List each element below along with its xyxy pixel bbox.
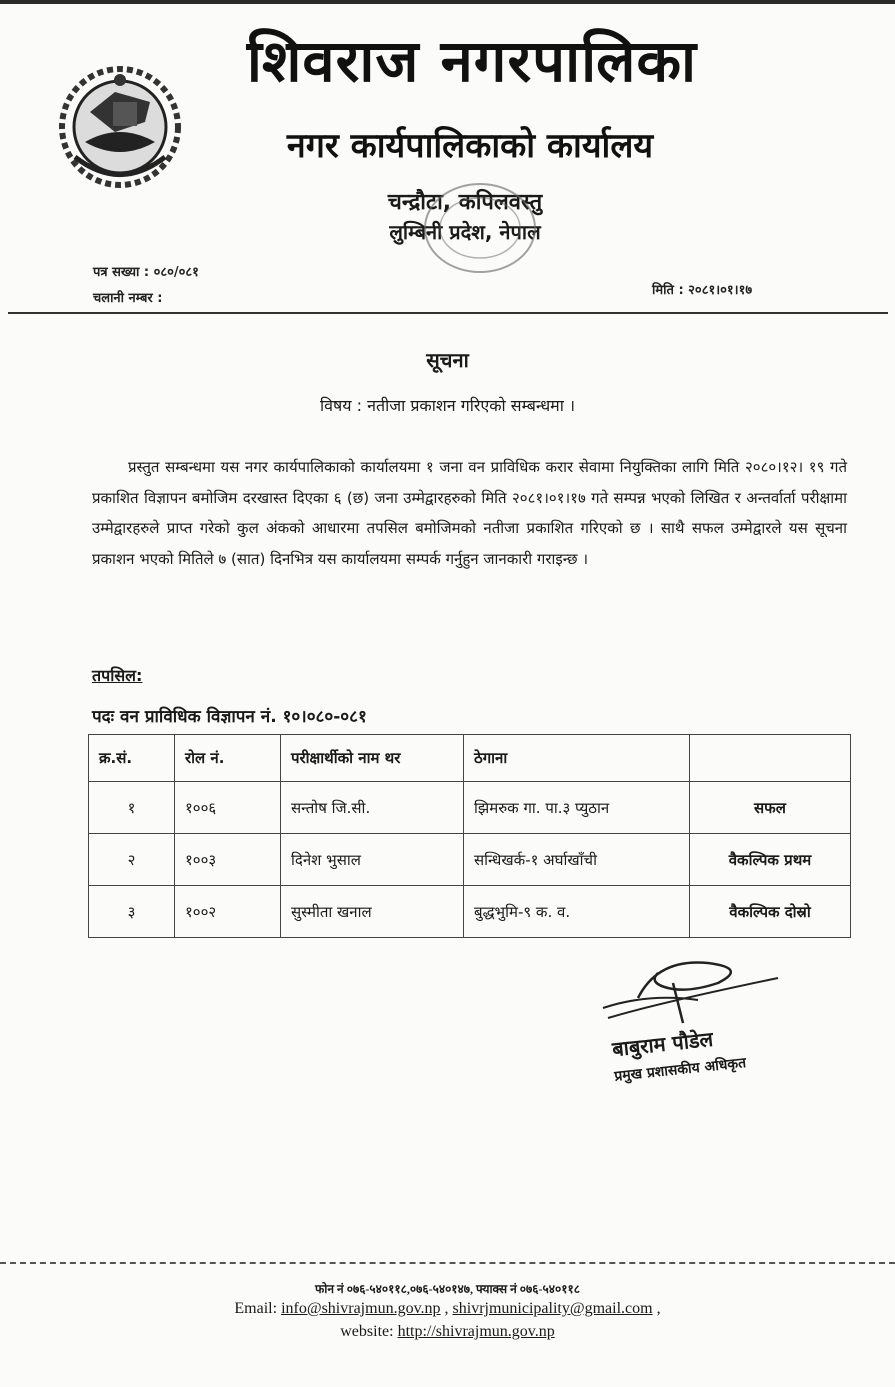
name-cell: दिनेश भुसाल	[281, 834, 464, 886]
footer-phone: फोन नं ०७६-५४०११८,०७६-५४०१४७, फ्याक्स नं ०७६-५४०११८	[315, 1282, 580, 1296]
result-cell: वैकल्पिक प्रथम	[690, 834, 851, 886]
top-border	[0, 0, 895, 4]
table-row	[89, 782, 851, 834]
column-header: ठेगाना	[464, 735, 690, 782]
name-cell: सुस्मीता खनाल	[281, 886, 464, 938]
address-cell: बुद्धभुमि-९ क. व.	[464, 886, 690, 938]
serial-cell: १	[89, 782, 175, 834]
signatory-title: प्रमुख प्रशासकीय अधिकृत	[613, 1055, 747, 1085]
address-line-2: लुम्बिनी प्रदेश, नेपाल	[389, 220, 541, 244]
notice-body: प्रस्तुत सम्बन्धमा यस नगर कार्यपालिकाको कार्यालयमा १ जना वन प्राविधिक करार सेवामा नियुक्तिका लागि मिति २०८०।१२। १९ गते प्रकाशित विज्ञापन बमोजिम दरखास्त दिएका ६ (छ) जना उम्मेद्वारहरुको मिति २०८१।०१।१७ गते सम्पन्न भएको लिखित र अन्तर्वार्ता परीक्षामा उम्मेद्वारहरुले प्राप्त गरेको कुल अंकको आधारमा तपसिल बमोजिमको नतीजा प्रकाशित गरिएको छ । साथै सफल उम्मेद्वारले यस सूचना प्रकाशन भएको मितिले ७ (सात) दिनभित्र यस कार्यालयमा सम्पर्क गर्नुहुन जानकारी गराइन्छ ।	[92, 458, 847, 568]
dispatch-number: चलानी नम्बर :	[93, 291, 163, 306]
post-advertisement-line: पदः वन प्राविधिक विज्ञापन नं. १०।०८०-०८१	[92, 707, 367, 727]
email-label: Email:	[234, 1300, 278, 1317]
table-row	[89, 834, 851, 886]
serial-cell: ३	[89, 886, 175, 938]
office-name: नगर कार्यपालिकाको कार्यालय	[286, 126, 654, 166]
government-emblem-icon	[55, 62, 185, 192]
table-header-row	[89, 735, 851, 782]
office-stamp	[420, 178, 540, 278]
letter-date: मिति : २०८१।०१।१७	[652, 283, 753, 298]
address-cell: झिमरुक गा. पा.३ प्युठान	[464, 782, 690, 834]
address-cell: सन्धिखर्क-१ अर्घाखाँची	[464, 834, 690, 886]
column-header: परीक्षार्थीको नाम थर	[281, 735, 464, 782]
column-header: क्र.सं.	[89, 735, 175, 782]
table-row	[89, 886, 851, 938]
serial-cell: २	[89, 834, 175, 886]
name-cell: सन्तोष जि.सी.	[281, 782, 464, 834]
roll-cell: १००३	[175, 834, 281, 886]
result-cell: सफल	[690, 782, 851, 834]
email-end: ,	[656, 1300, 661, 1317]
letter-number: पत्र सख्या : ०८०/०८१	[93, 265, 199, 280]
footer-website	[0, 1323, 895, 1341]
website-label: website:	[340, 1323, 394, 1340]
result-cell: वैकल्पिक दोस्रो	[690, 886, 851, 938]
email-link-info[interactable]: info@shivrajmun.gov.np	[281, 1300, 441, 1317]
header-divider	[8, 312, 888, 314]
signatory-name: बाबुराम पौडेल	[611, 1026, 715, 1062]
roll-cell: १००६	[175, 782, 281, 834]
municipality-name: शिवराज नगरपालिका	[246, 27, 698, 95]
address-line-1: चन्द्रौटा, कपिलवस्तु	[387, 190, 543, 215]
email-separator: ,	[444, 1300, 449, 1317]
handwritten-signature	[598, 948, 788, 1028]
column-header: रोल नं.	[175, 735, 281, 782]
notice-title: सूचना	[426, 348, 469, 372]
website-link[interactable]: http://shivrajmun.gov.np	[397, 1323, 555, 1340]
details-label: तपसिल:	[92, 666, 143, 685]
notice-subject: विषय : नतीजा प्रकाशन गरिएको सम्बन्धमा ।	[319, 396, 576, 415]
email-link-gmail[interactable]: shivrjmunicipality@gmail.com	[452, 1300, 653, 1317]
column-header	[690, 735, 851, 782]
results-table	[88, 734, 851, 938]
roll-cell: १००२	[175, 886, 281, 938]
footer-divider	[0, 1262, 895, 1264]
footer-email	[0, 1300, 895, 1318]
